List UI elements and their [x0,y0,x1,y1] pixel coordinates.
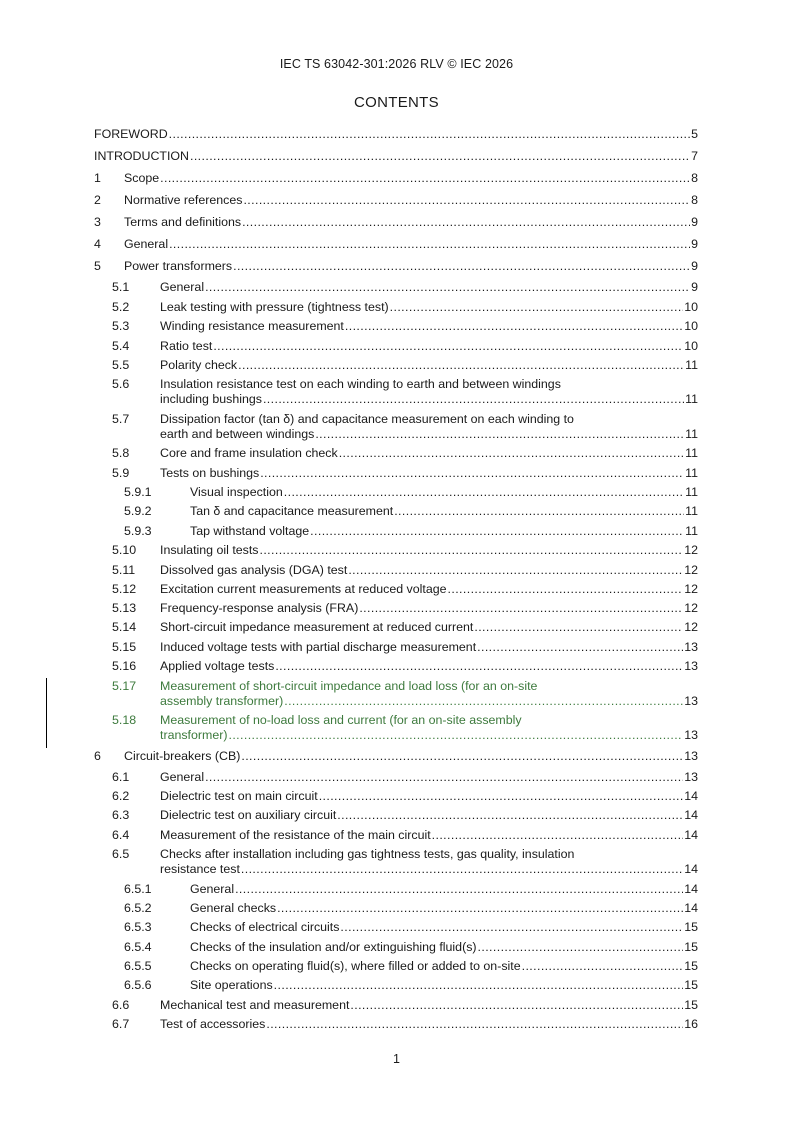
toc-entry-page: 11 [685,504,698,518]
toc-entry-title: Checks of electrical circuits [190,920,340,934]
toc-entry-title-cont: transformer) [160,728,228,742]
toc-entry-title: Normative references [124,193,243,207]
toc-leader-dots [190,149,690,164]
toc-entry-5-6[interactable] [94,377,698,407]
toc-entry-number: 5.9.3 [124,524,152,538]
toc-entry-page: 15 [684,978,698,992]
toc-entry-number: 5.18 [112,713,137,727]
toc-entry-number: 5.2 [112,300,130,314]
toc-entry-5[interactable] [94,259,698,274]
toc-entry-page: 14 [684,862,698,876]
toc-entry-page: 15 [684,998,698,1012]
toc-entry-page: 13 [684,728,698,742]
toc-entry-title: Tests on bushings [160,466,260,480]
toc-entry-number: 6.7 [112,1017,130,1031]
toc-entry-title: Short-circuit impedance measurement at reduced current [160,620,474,634]
toc-entry-page: 11 [685,446,698,460]
toc-entry-number: 5.11 [112,563,136,577]
toc-entry-page: 11 [685,466,698,480]
toc-entry-page: 11 [685,524,698,538]
toc-entry-number: 5.17 [112,679,137,693]
toc-entry-page: 13 [684,659,698,673]
toc-entry-title: Insulation resistance test on each winding to earth and between windings [160,377,561,391]
toc-entry-6-5-4[interactable] [94,940,698,955]
toc-entry-number: 3 [94,215,101,229]
toc-leader-dots [359,601,683,616]
toc-entry-page: 16 [684,1017,698,1031]
toc-entry-page: 8 [691,193,698,207]
toc-entry-title: Applied voltage tests [160,659,275,673]
toc-leader-dots [310,524,684,539]
toc-entry-page: 13 [684,694,698,708]
toc-entry-title: Checks on operating fluid(s), where filled or added to on-site [190,959,521,973]
toc-entry-number: 5.9.2 [124,504,152,518]
toc-entry-page: 14 [684,808,698,822]
toc-entry-1[interactable] [94,171,698,186]
toc-leader-dots [432,828,684,843]
toc-entry-6-6[interactable] [94,998,698,1013]
toc-entry-title: Dissolved gas analysis (DGA) test [160,563,348,577]
toc-entry-number: 5.13 [112,601,137,615]
toc-entry-number: 6.5.3 [124,920,152,934]
toc-entry-page: 14 [684,789,698,803]
toc-entry-6-4[interactable] [94,828,698,843]
toc-leader-dots [266,1017,683,1032]
toc-entry-5-9-2[interactable] [94,504,698,519]
toc-entry-5-11[interactable] [94,563,698,578]
toc-entry-introduction[interactable] [94,149,698,164]
toc-entry-title-cont: assembly transformer) [160,694,284,708]
toc-entry-page: 14 [684,882,698,896]
toc-entry-number: 5.1 [112,280,130,294]
toc-entry-2[interactable] [94,193,698,208]
toc-entry-6-5-2[interactable] [94,901,698,916]
toc-entry-foreword[interactable] [94,127,698,142]
revision-change-bar [46,678,47,748]
toc-entry-5-10[interactable] [94,543,698,558]
toc-entry-number: 6.5.1 [124,882,152,896]
toc-leader-dots [241,749,683,764]
toc-entry-title: Ratio test [160,339,213,353]
toc-entry-title: Frequency-response analysis (FRA) [160,601,359,615]
toc-leader-dots [242,215,690,230]
toc-entry-title: Excitation current measurements at reduced voltage [160,582,447,596]
toc-entry-page: 11 [685,485,698,499]
toc-leader-dots [241,862,683,877]
toc-entry-page: 15 [684,920,698,934]
toc-entry-6-1[interactable] [94,770,698,785]
toc-entry-number: 6.2 [112,789,130,803]
toc-entry-title: Mechanical test and measurement [160,998,350,1012]
toc-entry-title: Checks of the insulation and/or extinguishing fluid(s) [190,940,477,954]
toc-entry-number: 6.5.6 [124,978,152,992]
toc-entry-title: Tap withstand voltage [190,524,310,538]
toc-entry-number: 6.5.5 [124,959,152,973]
toc-entry-number: 5.8 [112,446,130,460]
toc-entry-5-18[interactable] [94,713,698,743]
toc-entry-5-5[interactable] [94,358,698,373]
toc-entry-page: 12 [684,543,698,557]
toc-entry-title: Test of accessories [160,1017,266,1031]
toc-entry-5-2[interactable] [94,300,698,315]
toc-entry-6-7[interactable] [94,1017,698,1032]
toc-entry-title: INTRODUCTION [94,149,189,163]
toc-entry-6-5-5[interactable] [94,959,698,974]
toc-leader-dots [319,789,684,804]
toc-entry-number: 5.15 [112,640,137,654]
toc-entry-page: 9 [691,280,698,294]
toc-entry-title: FOREWORD [94,127,168,141]
toc-leader-dots [260,466,684,481]
document-header: IEC TS 63042-301:2026 RLV © IEC 2026 [279,57,514,71]
toc-leader-dots [284,694,683,709]
toc-entry-page: 5 [691,127,698,141]
toc-leader-dots [448,582,684,597]
toc-entry-title: Winding resistance measurement [160,319,344,333]
toc-entry-page: 9 [691,237,698,251]
toc-entry-page: 14 [684,901,698,915]
toc-leader-dots [390,300,684,315]
toc-entry-title: General checks [190,901,277,915]
toc-entry-number: 5.3 [112,319,130,333]
toc-entry-5-13[interactable] [94,601,698,616]
toc-entry-title: Dielectric test on auxiliary circuit [160,808,337,822]
toc-leader-dots [474,620,683,635]
toc-entry-page: 9 [691,215,698,229]
toc-entry-title: Visual inspection [190,485,283,499]
toc-entry-number: 5.6 [112,377,130,391]
toc-entry-number: 5.9 [112,466,130,480]
toc-entry-page: 10 [684,339,698,353]
toc-entry-title: Leak testing with pressure (tightness test) [160,300,389,314]
toc-entry-number: 6.5 [112,847,130,861]
toc-entry-title: Site operations [190,978,273,992]
toc-leader-dots [275,659,683,674]
toc-entry-number: 5.5 [112,358,130,372]
toc-leader-dots [238,358,684,373]
toc-entry-5-7[interactable] [94,412,698,442]
toc-entry-title: Circuit-breakers (CB) [124,749,241,763]
toc-leader-dots [350,998,683,1013]
toc-entry-page: 7 [691,149,698,163]
toc-leader-dots [348,563,683,578]
toc-leader-dots [243,193,690,208]
toc-entry-5-12[interactable] [94,582,698,597]
toc-entry-page: 13 [684,749,698,763]
toc-leader-dots [277,901,683,916]
toc-entry-number: 6.5.4 [124,940,152,954]
toc-entry-title: Dielectric test on main circuit [160,789,318,803]
toc-entry-title: General [160,280,205,294]
toc-entry-page: 12 [684,563,698,577]
toc-entry-4[interactable] [94,237,698,252]
toc-leader-dots [522,959,684,974]
toc-entry-page: 12 [684,620,698,634]
toc-entry-title-cont: including bushings [160,392,262,406]
toc-entry-title: General [160,770,205,784]
toc-entry-number: 6.1 [112,770,130,784]
toc-entry-title: Dissipation factor (tan δ) and capacitance measurement on each winding to [160,412,574,426]
toc-entry-number: 5.7 [112,412,130,426]
toc-leader-dots [315,427,684,442]
toc-entry-number: 6 [94,749,101,763]
toc-entry-title: Measurement of the resistance of the main circuit [160,828,431,842]
toc-leader-dots [394,504,684,519]
toc-entry-title: General [190,882,235,896]
toc-entry-title: Core and frame insulation check [160,446,338,460]
toc-entry-page: 10 [684,319,698,333]
toc-entry-title-cont: earth and between windings [160,427,315,441]
toc-entry-page: 9 [691,259,698,273]
toc-entry-number: 2 [94,193,101,207]
toc-entry-number: 6.6 [112,998,130,1012]
toc-leader-dots [169,127,690,142]
toc-entry-title: General [124,237,169,251]
toc-entry-number: 5.14 [112,620,137,634]
toc-entry-5-9-1[interactable] [94,485,698,500]
page-number: 1 [393,1052,400,1066]
toc-entry-5-14[interactable] [94,620,698,635]
toc-entry-6-5[interactable] [94,847,698,877]
toc-leader-dots [345,319,683,334]
toc-entry-6-3[interactable] [94,808,698,823]
toc-entry-number: 5.9.1 [124,485,152,499]
toc-leader-dots [205,280,690,295]
toc-entry-number: 6.5.2 [124,901,152,915]
toc-entry-title: Terms and definitions [124,215,242,229]
toc-entry-5-3[interactable] [94,319,698,334]
toc-entry-5-9[interactable] [94,466,698,481]
toc-entry-5-17[interactable] [94,679,698,709]
toc-leader-dots [339,446,684,461]
toc-entry-page: 15 [684,940,698,954]
toc-entry-title: Power transformers [124,259,233,273]
toc-entry-page: 13 [684,770,698,784]
toc-leader-dots [213,339,683,354]
toc-entry-page: 12 [684,601,698,615]
toc-leader-dots [337,808,683,823]
toc-entry-title: Induced voltage tests with partial discharge measurement [160,640,477,654]
toc-leader-dots [260,543,684,558]
toc-entry-page: 12 [684,582,698,596]
toc-entry-title: Measurement of no-load loss and current (for an on-site assembly [160,713,522,727]
toc-leader-dots [284,485,684,500]
toc-entry-5-8[interactable] [94,446,698,461]
toc-entry-3[interactable] [94,215,698,230]
toc-entry-title: Polarity check [160,358,238,372]
toc-entry-6-5-3[interactable] [94,920,698,935]
toc-entry-number: 5 [94,259,101,273]
toc-entry-page: 8 [691,171,698,185]
toc-entry-5-15[interactable] [94,640,698,655]
toc-entry-number: 4 [94,237,101,251]
toc-entry-title: Tan δ and capacitance measurement [190,504,394,518]
toc-leader-dots [235,882,683,897]
toc-entry-title: Checks after installation including gas tightness tests, gas quality, insulation [160,847,575,861]
toc-entry-title: Insulating oil tests [160,543,259,557]
toc-entry-6-2[interactable] [94,789,698,804]
toc-entry-title: Scope [124,171,160,185]
toc-entry-page: 10 [684,300,698,314]
toc-entry-number: 6.4 [112,828,130,842]
toc-entry-6[interactable] [94,749,698,764]
toc-entry-5-9-3[interactable] [94,524,698,539]
toc-entry-page: 15 [684,959,698,973]
toc-entry-number: 1 [94,171,101,185]
toc-entry-page: 11 [685,427,698,441]
toc-entry-title-cont: resistance test [160,862,240,876]
page-title: CONTENTS [354,94,439,111]
toc-leader-dots [205,770,683,785]
toc-entry-title: Measurement of short-circuit impedance and load loss (for an on-site [160,679,538,693]
toc-leader-dots [274,978,684,993]
toc-entry-number: 5.4 [112,339,130,353]
toc-entry-number: 5.10 [112,543,137,557]
toc-entry-number: 5.12 [112,582,137,596]
toc-entry-page: 13 [684,640,698,654]
toc-leader-dots [169,237,690,252]
toc-entry-6-5-6[interactable] [94,978,698,993]
toc-entry-5-16[interactable] [94,659,698,674]
toc-leader-dots [263,392,684,407]
toc-entry-page: 14 [684,828,698,842]
toc-entry-page: 11 [685,392,698,406]
toc-entry-5-1[interactable] [94,280,698,295]
toc-leader-dots [233,259,690,274]
toc-leader-dots [228,728,683,743]
toc-entry-number: 6.3 [112,808,130,822]
toc-entry-number: 5.16 [112,659,137,673]
toc-entry-5-4[interactable] [94,339,698,354]
toc-leader-dots [478,940,684,955]
toc-leader-dots [160,171,690,186]
toc-entry-page: 11 [685,358,698,372]
toc-entry-6-5-1[interactable] [94,882,698,897]
toc-leader-dots [477,640,683,655]
toc-leader-dots [340,920,683,935]
